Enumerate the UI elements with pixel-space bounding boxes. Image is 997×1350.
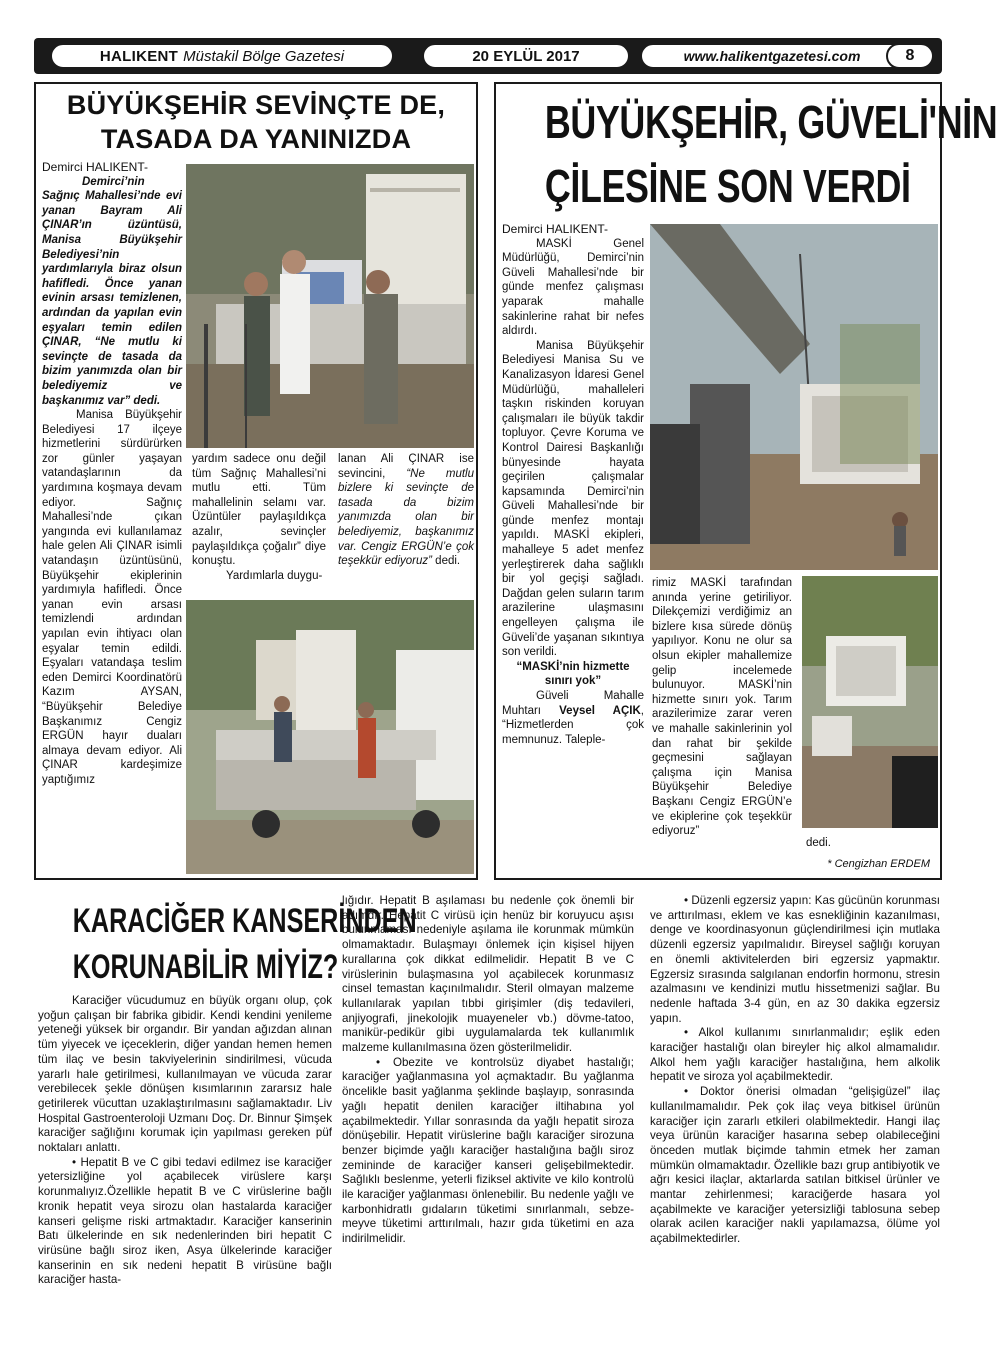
- quote-text: “Ne mutlu bizlere ki sevinçte de tasada da bizim yanımızda olan bir belediyemiz, başkanımız var. Cengiz ERGÜN’e çok teşekkür ediyoruz”: [338, 467, 474, 568]
- photo-crane-culvert: [650, 224, 938, 570]
- body-paragraph: MASKİ Genel Müdürlüğü, Demirci’nin Güveli Mahallesi’nde bir günde menfez çalışması yaparak mahalle sakinlerine rahat bir nefes aldırdı.: [502, 237, 644, 338]
- article-fire-aid-col2: [192, 452, 326, 582]
- body-paragraph: Karaciğer vücudumuz en büyük organı olup, çok yoğun çalışan bir fabrika gibidir. Kendi kendini yenileme yeteneği yüksek bir organdır. Bir yandan ağızdan alınan tüm yiyecek ve içeceklerin, diğer yandan hemen hemen tüm ilaç ve besin takviyelerinin sindirilmesi, vücuda yararlı hale getirilmesi, kullanılmayan ve vücuda zarar verebilecek şekle dönüşen kısımlarının zararsız hale getirilerek vücuttan uzaklaştırılmasını sağlamaktadır. Liv Hospital Gastroenteroloji Uzmanı Doç. Dr. Binnur Şimşek karaciğer sağlığını korumak için yapılması gereken püf noktaları anlattı.: [38, 994, 332, 1155]
- body-paragraph: Manisa Büyükşehir Belediyesi 17 ilçeye hizmetlerini sürdürürken zor günler yaşayan vatandaşlarının da yardımına koşmaya devam ediyor. Sağnıç Mahallesi’nde çıkan yangında evi kullanılamaz hale gelen Ali ÇINAR isimli vatandaşın üzüntüsünü, Büyükşehir ekiplerinin yardımıyla hafifledi. Önce yanan evin arsası temizlendi ardından yapılan evin ihtiyacı olan eşyalar temin edildi. Eşyaları vatandaşa teslim eden Demirci Koordinatörü Kazım AYSAN, “Büyükşehir Belediye Başkanımız Cengiz ERGÜN hayır duaları almaya devam ediyor. Ali ÇINAR kardeşimize yaptığımız: [42, 409, 182, 786]
- article-culvert-col1: [502, 222, 644, 878]
- article-fire-aid: [34, 82, 478, 880]
- issue-date: 20 EYLÜL 2017: [422, 43, 630, 69]
- body-text: lanan Ali ÇINAR ise sevincini,: [338, 453, 474, 480]
- page-number: 8: [886, 43, 934, 69]
- article-liver-col3: [650, 894, 940, 1334]
- article-liver-title: KARACİĞER KANSERİNDEN KORUNABİLİR MİYİZ?: [72, 902, 417, 986]
- masthead-bar: [34, 38, 942, 74]
- article-fire-aid-title: BÜYÜKŞEHİR SEVİNÇTE DE, TASADA DA YANINIZDA: [66, 90, 446, 154]
- paper-subtitle: Müstakil Bölge Gazetesi: [183, 47, 345, 65]
- photo-appliance-delivery: [186, 164, 474, 448]
- article-fire-aid-col1: [42, 160, 182, 878]
- byline: Demirci HALIKENT-: [502, 222, 609, 236]
- body-paragraph: • Alkol kullanımı sınırlanmalıdır; eşlik eden karaciğer hastalığı olan bireyler hiç alkol almamalıdır. Alkol hem yağlı karaciğer hastalığına, hem alkolik hepatit ve siroza yol açabilmektedir.: [650, 1026, 940, 1084]
- body-text: , “Hizmetlerden çok memnunuz. Taleple-: [502, 704, 644, 746]
- website-link[interactable]: www.halikentgazetesi.com: [640, 43, 904, 69]
- subheading: “MASKİ’nin hizmette sınırı yok”: [516, 660, 630, 688]
- body-paragraph: rimiz MASKİ tarafından anında yerine getiriliyor. Dilekçemizi verdiğimiz an bizlere kısa sürede dönüş yapılıyor. Konu ne olur sa olsun ekipler mahallemize gelip incelemede bulunuyor. MASKİ’nin hizmette sınırı yok. Tarım arazilerimize zarar veren ve mahalle sakinlerinin yol dan rahat bir şekilde geçmesini sağlayan çalışma için Manisa Büyükşehir Belediye Başkanı Cengiz ERGÜN’e ve ekiplerine çok teşekkür ediyoruz”: [652, 577, 792, 838]
- article-culvert-col3: [806, 836, 866, 856]
- paper-name: HALIKENT: [99, 47, 179, 65]
- newspaper-name: [50, 43, 394, 69]
- body-text: dedi.: [435, 555, 461, 568]
- article-liver-col2: [342, 894, 634, 1334]
- lead-paragraph: Demirci’nin Sağnıç Mahallesi’nde evi yanan Bayram Ali ÇINAR’ın üzüntüsü, Manisa Büyükşehir Belediyesi’nin yardımlarıyla biraz olsun hafifledi. Önce yanan evinin arsası temizlenen, ardından da yapılan evin eşyaları temin edilen ÇINAR, “Ne mutlu ki sevinçte de tasada da bizim yanımızda olan bir belediyemiz ve başkanımız var” dedi.: [42, 175, 182, 407]
- body-paragraph: yardım sadece onu değil tüm Sağnıç Mahallesi’ni mutlu etti. Tüm mahallelinin selamı var. Üzüntüler paylaşıldıkça azalır, sevinçler paylaşıldıkça çoğalır” diye konuştu.: [192, 453, 326, 568]
- article-culvert-title: BÜYÜKŞEHİR, GÜVELİ'NİN ÇİLESİNE SON VERDİ: [544, 96, 997, 212]
- body-paragraph: Manisa Büyükşehir Belediyesi Manisa Su ve Kanalizasyon İdaresi Genel Müdürlüğü, mahalleleri taşkın riskinden koruyan çalışmaları ile büyük takdir topluyor. Çevre Koruma ve Kontrol Dairesi Başkanlığı bünyesinde hayata geçirilen çalışmalar kapsamında Demirci’nin Güveli Mahallesi’nde bir günde menfez montajı yapıldı. MASKİ ekipleri, mahalleye 5 adet menfez yerleştirerek daha sağlıklı bir yol geçişi sağladı. Dağdan gelen suların tarım arazilerine ulaşmasını engelleyen çalışma ile Güveli’de yaşanan sıkıntıya son verildi.: [502, 339, 644, 659]
- byline: Demirci HALIKENT-: [42, 160, 149, 174]
- body-paragraph: • Hepatit B ve C gibi tedavi edilmez ise karaciğer yetersizliğine yol açabilecek virüslere karşı korunmalıyız.Özellikle hepatit B ve C virüslerine bağlı kronik hepatit veya sirozu olan hastalarda karaciğer kanseri gelişme riski artmaktadır. Karaciğer kanserinin Batı ülkelerinde en sık nedenlerinden biri hepatit C virüsüne bağlı siroz iken, Asya ülkelerinde karaciğer kanserinin en sık nedeni hepatit B virüsüne bağlı karaciğer hasta-: [38, 1155, 332, 1287]
- photo-culvert-pieces: [802, 576, 938, 828]
- body-paragraph: Yardımlarla duygu-: [226, 569, 323, 582]
- body-paragraph: lığıdır. Hepatit B aşılaması bu nedenle çok önemli bir adımdır. Hepatit C virüsü için henüz bir koruyucu aşısı bulunmaması nedeniyle aşılama ile korunmak mümkün olmamaktadır. Bulaşmayı önlemek için kişisel hijyen kurallarına çok dikkat edilmelidir. Hepatit B ve C virüslerinin bulaşmasına yol açabilecek korunmasız cinsel temastan kaçınılmalıdır. Steril olmayan malzeme kullanılarak yapılan tıbbi girişimler (diş tedavileri, anjiyografi, jinekolojik muayeneler vb.) dövme-tatoo, manikür-pedikür gibi uygulamalarda tek kullanımlık malzeme kullanılmasına özen gösterilmelidir.: [342, 894, 634, 1055]
- person-name: Veysel AÇIK: [559, 704, 641, 717]
- body-text: dedi.: [806, 837, 831, 849]
- article-culvert: [494, 82, 997, 880]
- body-paragraph: • Doktor önerisi olmadan “gelişigüzel” ilaç kullanılmamalıdır. Pek çok ilaç veya bitkisel ürünün karaciğer için zararlı etkileri olabilmektedir. Hangi ilaç veya ürünün karaciğer hasarına sebep olabileceğini önceden mutlak biçimde tahmin etmek her zaman mümkün olmamaktadır. Özellikle bazı grup antibiyotik ve ağrı kesici ilaçlar, aktarlarda satılan bitkisel ürünler ve mantar zehirlenmesi; karaciğerde hasara yol açabilmekte ve karaciğer yetersizliği tablosuna sebep olarak acilen karaciğer nakli yapılamazsa, ölüme yol açabilmektedirler.: [650, 1085, 940, 1246]
- article-culvert-col2: [652, 576, 792, 878]
- body-text: Güveli Mahalle Muhtarı: [502, 690, 644, 717]
- author-credit: * Cengizhan ERDEM: [827, 858, 930, 870]
- article-fire-aid-col3: [338, 452, 474, 592]
- photo-truck-unloading: [186, 600, 474, 874]
- body-paragraph: • Obezite ve kontrolsüz diyabet hastalığı; karaciğer yağlanmasına yol açmaktadır. Bu yağlanma öncelikle basit yağlanma şeklinde başlayıp, sonrasında yağlı hepatit denilen karaciğer iltihabına yol açabilmektedir. Yıllar sonrasında da yağlı hepatit siroza dönüşebilir. Hepatit virüslerine bağlı karaciğer sirozuna benzer biçimde yağlı karaciğer hastalığına bağlı siroz zemininde de karaciğer kanseri gelişebilmektedir. Sağlıklı beslenme, yeterli fiziksel aktivite ve kilo kontrolü ile karaciğer yağlanması önlenebilir. Bu nedenle yağlı ve karbonhidratlı gıdaların tüketimi sınırlanmalı, sebze-meyve tüketimi arttırılmalı, hazır gıda tüketimi en aza indirilmelidir.: [342, 1055, 634, 1246]
- body-paragraph: • Düzenli egzersiz yapın: Kas gücünün korunması ve arttırılması, eklem ve kas esnekliğinin kazanılması, denge ve koordinasyonun güçlendirilmesi için mutlaka düzenli egzersiz yapılmalıdır. Bireysel sağlığı koruyan en önemli aktivitelerden biri egzersiz yapmaktır. Egzersiz sırasında salgılanan endorfin hormonu, stresin azalmasını ve kendinizi mutlu hissetmenizi sağlar. Bu nedenle haftada 3-4 gün, en az 30 dakika egzersiz yapın.: [650, 894, 940, 1025]
- article-liver-col1: [38, 994, 332, 1334]
